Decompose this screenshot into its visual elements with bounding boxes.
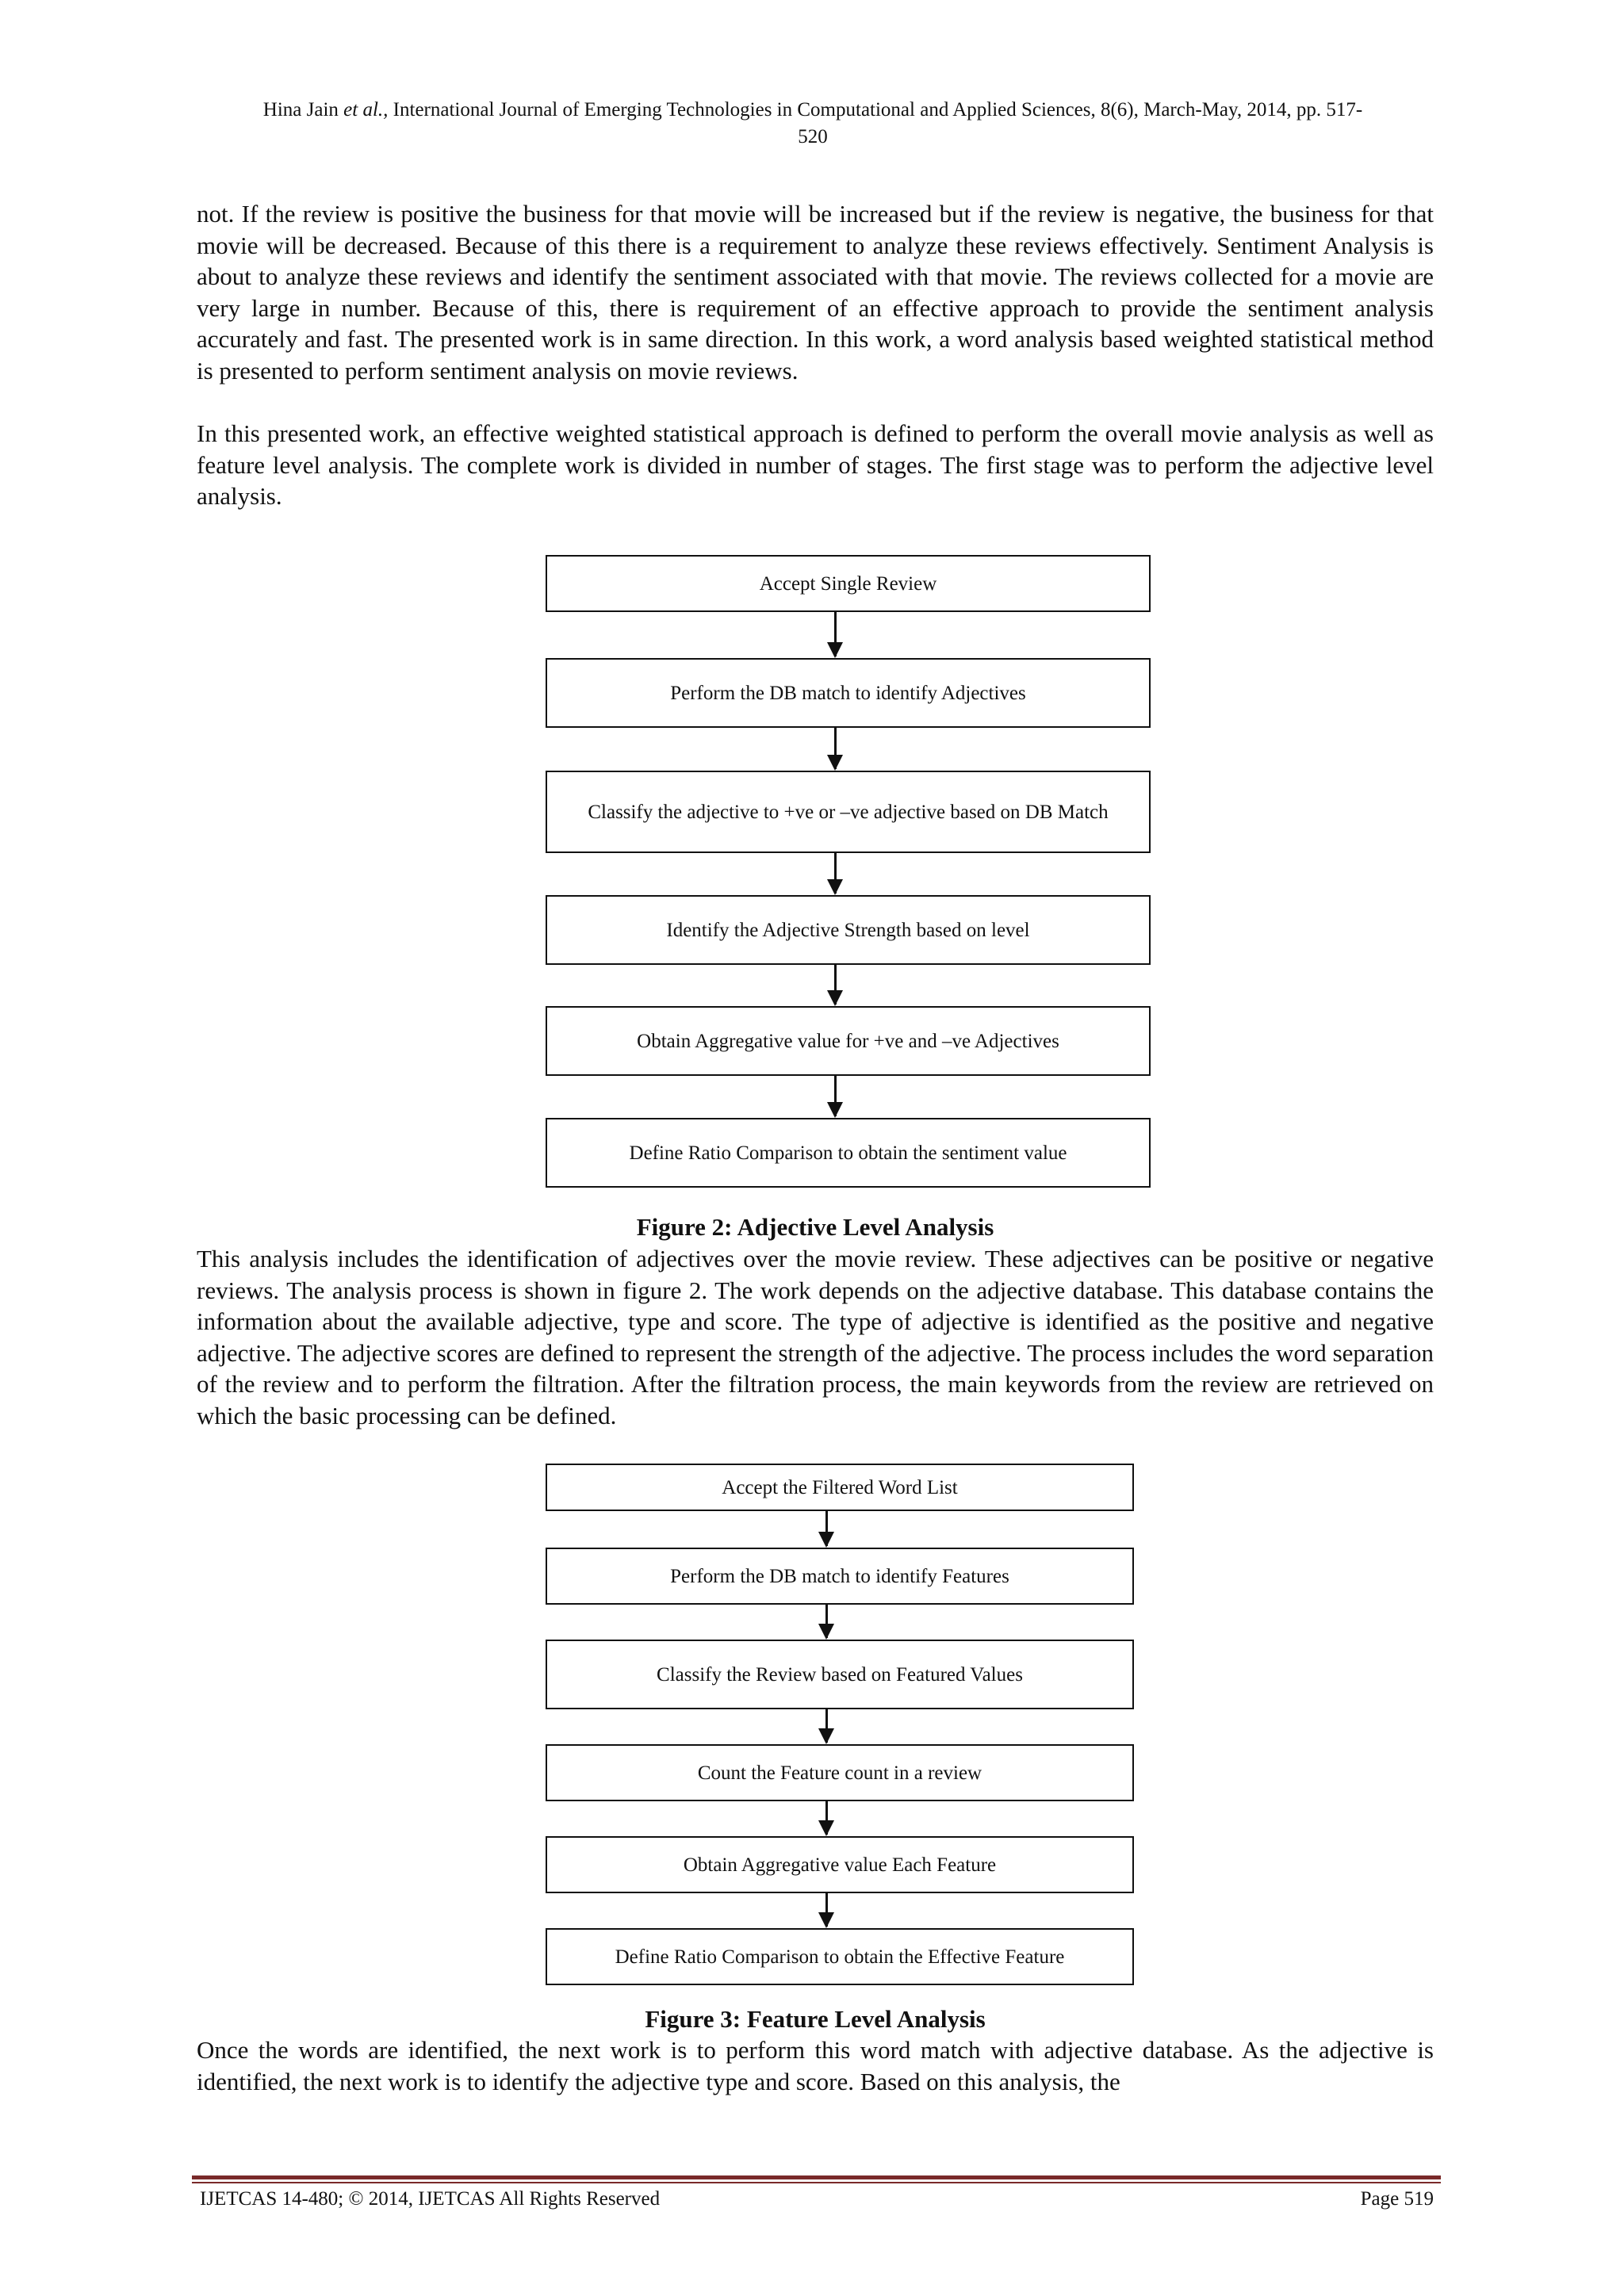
header-journal-line2: 520 [798,126,828,147]
fig3-step-6: Define Ratio Comparison to obtain the Effective Feature [546,1928,1134,1985]
running-header [190,97,1435,151]
header-etal: et al., [343,99,389,121]
fig2-arrow-3 [834,853,837,894]
figure-2-caption: Figure 2: Adjective Level Analysis [636,1213,994,1241]
paragraph-intro: not. If the review is positive the business for that movie will be increased but if the review is negative, the business for that movie will be decreased. Because of this there is a requirement to analyze these reviews effectively. Sentiment Analysis is about to analyze these reviews and identify the sentiment associated with that movie. The reviews collected for a movie are very large in number. Because of this, there is requirement of an effective approach to provide the sentiment analysis accurately and fast. The presented work is in same direction. In this work, a word analysis based weighted statistical method is presented to perform sentiment analysis on movie reviews. [197,200,1434,385]
fig3-arrow-4 [825,1801,828,1835]
footer-copyright: IJETCAS 14-480; © 2014, IJETCAS All Rights Reserved [200,2188,661,2210]
fig3-step-3: Classify the Review based on Featured Values [546,1640,1134,1709]
footer-page-number: Page 519 [1360,2188,1434,2210]
fig2-step-1: Accept Single Review [546,555,1151,612]
fig3-step-1: Accept the Filtered Word List [546,1464,1134,1511]
fig2-step-2: Perform the DB match to identify Adjectives [546,658,1151,728]
fig2-step-6: Define Ratio Comparison to obtain the sentiment value [546,1118,1151,1188]
fig3-step-2: Perform the DB match to identify Features [546,1548,1134,1605]
fig2-step-3: Classify the adjective to +ve or –ve adjective based on DB Match [546,771,1151,853]
footer-rule-thick [192,2175,1441,2179]
fig2-arrow-2 [834,728,837,769]
paragraph-word-match: Once the words are identified, the next work is to perform this word match with adjective database. As the adjective is identified, the next work is to identify the adjective type and score. Based on this analysis, the [197,2036,1434,2095]
header-journal-line1: International Journal of Emerging Technologies in Computational and Applied Sciences, 8(6), March-May, 2014, pp. 517- [393,99,1363,121]
fig3-step-5: Obtain Aggregative value Each Feature [546,1836,1134,1893]
fig3-arrow-2 [825,1605,828,1638]
figure-3-caption: Figure 3: Feature Level Analysis [645,2005,986,2033]
paragraph-approach: In this presented work, an effective weighted statistical approach is defined to perform the overall movie analysis as well as feature level analysis. The complete work is divided in number of stages. The first stage was to perform the adjective level analysis. [197,419,1434,510]
fig2-arrow-4 [834,965,837,1004]
fig2-step-4: Identify the Adjective Strength based on level [546,895,1151,965]
fig2-arrow-1 [834,612,837,656]
fig2-step-5: Obtain Aggregative value for +ve and –ve Adjectives [546,1006,1151,1076]
footer-rule-thin [192,2182,1441,2183]
fig2-arrow-5 [834,1076,837,1116]
header-author: Hina Jain [262,99,339,121]
fig3-arrow-3 [825,1709,828,1743]
paragraph-adjective-analysis: This analysis includes the identification of adjectives over the movie review. These adjectives can be positive or negative reviews. The analysis process is shown in figure 2. The work depends on the adjective database. This database contains the information about the available adjective, type and score. The type of adjective is identified as the positive and negative adjective. The adjective scores are defined to represent the strength of the adjective. The process includes the word separation of the review and to perform the filtration. After the filtration process, the main keywords from the review are retrieved on which the basic processing can be defined. [197,1245,1434,1429]
fig3-step-4: Count the Feature count in a review [546,1744,1134,1801]
fig3-arrow-5 [825,1893,828,1927]
fig3-arrow-1 [825,1511,828,1546]
